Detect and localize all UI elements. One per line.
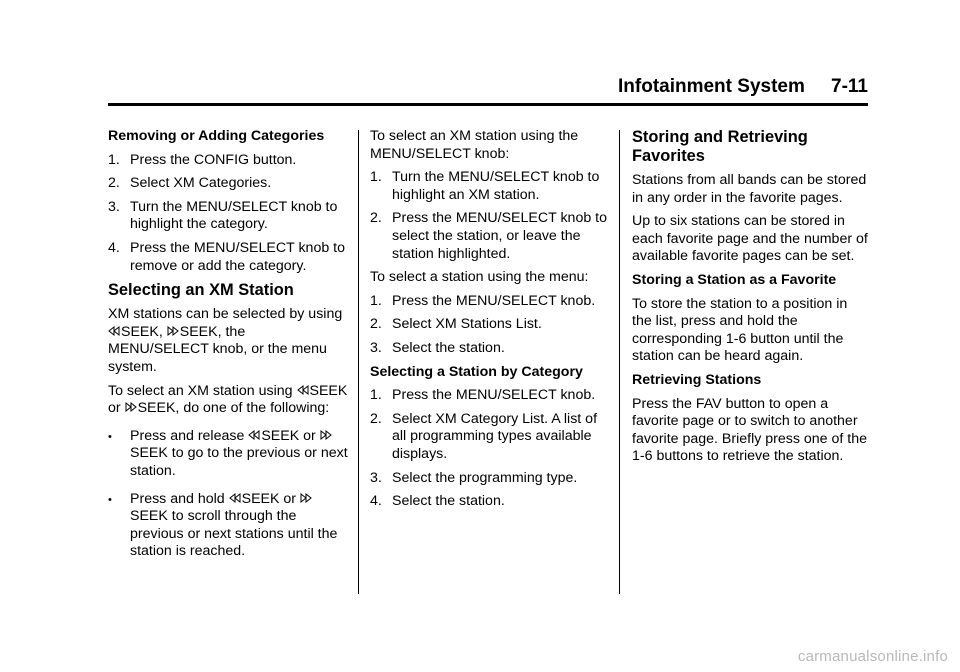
heading-storing-retrieving: Storing and Retrieving Favorites	[632, 128, 808, 165]
subheading-storing-favorite: Storing a Station as a Favorite	[632, 271, 837, 288]
list-item: 3. Select the programming type.	[370, 469, 578, 486]
subheading-by-category: Selecting a Station by Category	[370, 363, 583, 380]
list-item: 4. Press the MENU/SELECT knob to remove or add the category.	[108, 239, 346, 274]
paragraph: Stations from all bands can be stored in any order in the favorite pages.	[632, 172, 867, 206]
list-item: 1. Turn the MENU/SELECT knob to highlight an XM station.	[370, 169, 600, 203]
column-divider-2	[619, 130, 620, 594]
seek-forward-icon	[167, 326, 179, 336]
watermark: carmanualsonline.info	[797, 648, 948, 666]
list-item: 2. Select XM Categories.	[108, 175, 272, 192]
seek-forward-icon	[125, 402, 137, 412]
paragraph: To select a station using the menu:	[370, 269, 589, 286]
paragraph: To select an XM station using the MENU/SELECT knob:	[370, 128, 579, 162]
bullet-item: • Press and hold SEEK or SEEK to scroll through the previous or next stations until the station is reached.	[108, 490, 338, 560]
list-item: 2. Select XM Category List. A list of all programming types available displays.	[370, 410, 598, 462]
seek-back-icon	[297, 385, 309, 395]
subheading-removing-adding: Removing or Adding Categories	[108, 128, 325, 144]
section-title: Infotainment System	[618, 76, 805, 97]
page-number: 7-11	[831, 76, 868, 97]
list-item: 4. Select the station.	[370, 493, 505, 510]
seek-back-icon	[108, 326, 120, 336]
list-item: 3. Select the station.	[370, 339, 505, 356]
column-2	[370, 128, 610, 517]
list-item: 3. Turn the MENU/SELECT knob to highlight the category.	[108, 198, 338, 233]
bullet-icon: •	[108, 493, 112, 506]
header-rule	[108, 103, 868, 106]
list-item: 2. Select XM Stations List.	[370, 316, 542, 333]
subheading-retrieving: Retrieving Stations	[632, 371, 762, 388]
list-item: 1. Press the CONFIG button.	[108, 151, 297, 168]
seek-back-icon	[248, 430, 260, 440]
list-item: 1. Press the MENU/SELECT knob.	[370, 292, 596, 309]
paragraph: To select an XM station using SEEK or SEEK, do one of the following:	[108, 382, 348, 417]
list-item: 1. Press the MENU/SELECT knob.	[370, 387, 596, 404]
bullet-icon: •	[108, 430, 112, 443]
column-3	[632, 128, 870, 472]
column-1	[108, 128, 348, 567]
seek-forward-icon	[320, 430, 332, 440]
heading-selecting-xm-station: Selecting an XM Station	[108, 281, 294, 300]
seek-forward-icon	[300, 493, 312, 503]
list-item: 2. Press the MENU/SELECT knob to select the station, or leave the station highlighted.	[370, 210, 608, 262]
bullet-item: • Press and release SEEK or SEEK to go to the previous or next station.	[108, 427, 348, 479]
seek-back-icon	[229, 493, 241, 503]
paragraph: Press the FAV button to open a favorite page or to switch to another favorite page. Briefly press one of the 1-6 buttons to retrieve the station.	[632, 395, 868, 465]
paragraph: XM stations can be selected by using SEEK, SEEK, the MENU/SELECT knob, or the menu system.	[108, 306, 343, 375]
paragraph: To store the station to a position in the list, press and hold the corresponding 1-6 button until the station can be heard again.	[632, 295, 848, 365]
column-divider-1	[358, 130, 359, 594]
paragraph: Up to six stations can be stored in each favorite page and the number of available favorite pages can be set.	[632, 213, 868, 265]
